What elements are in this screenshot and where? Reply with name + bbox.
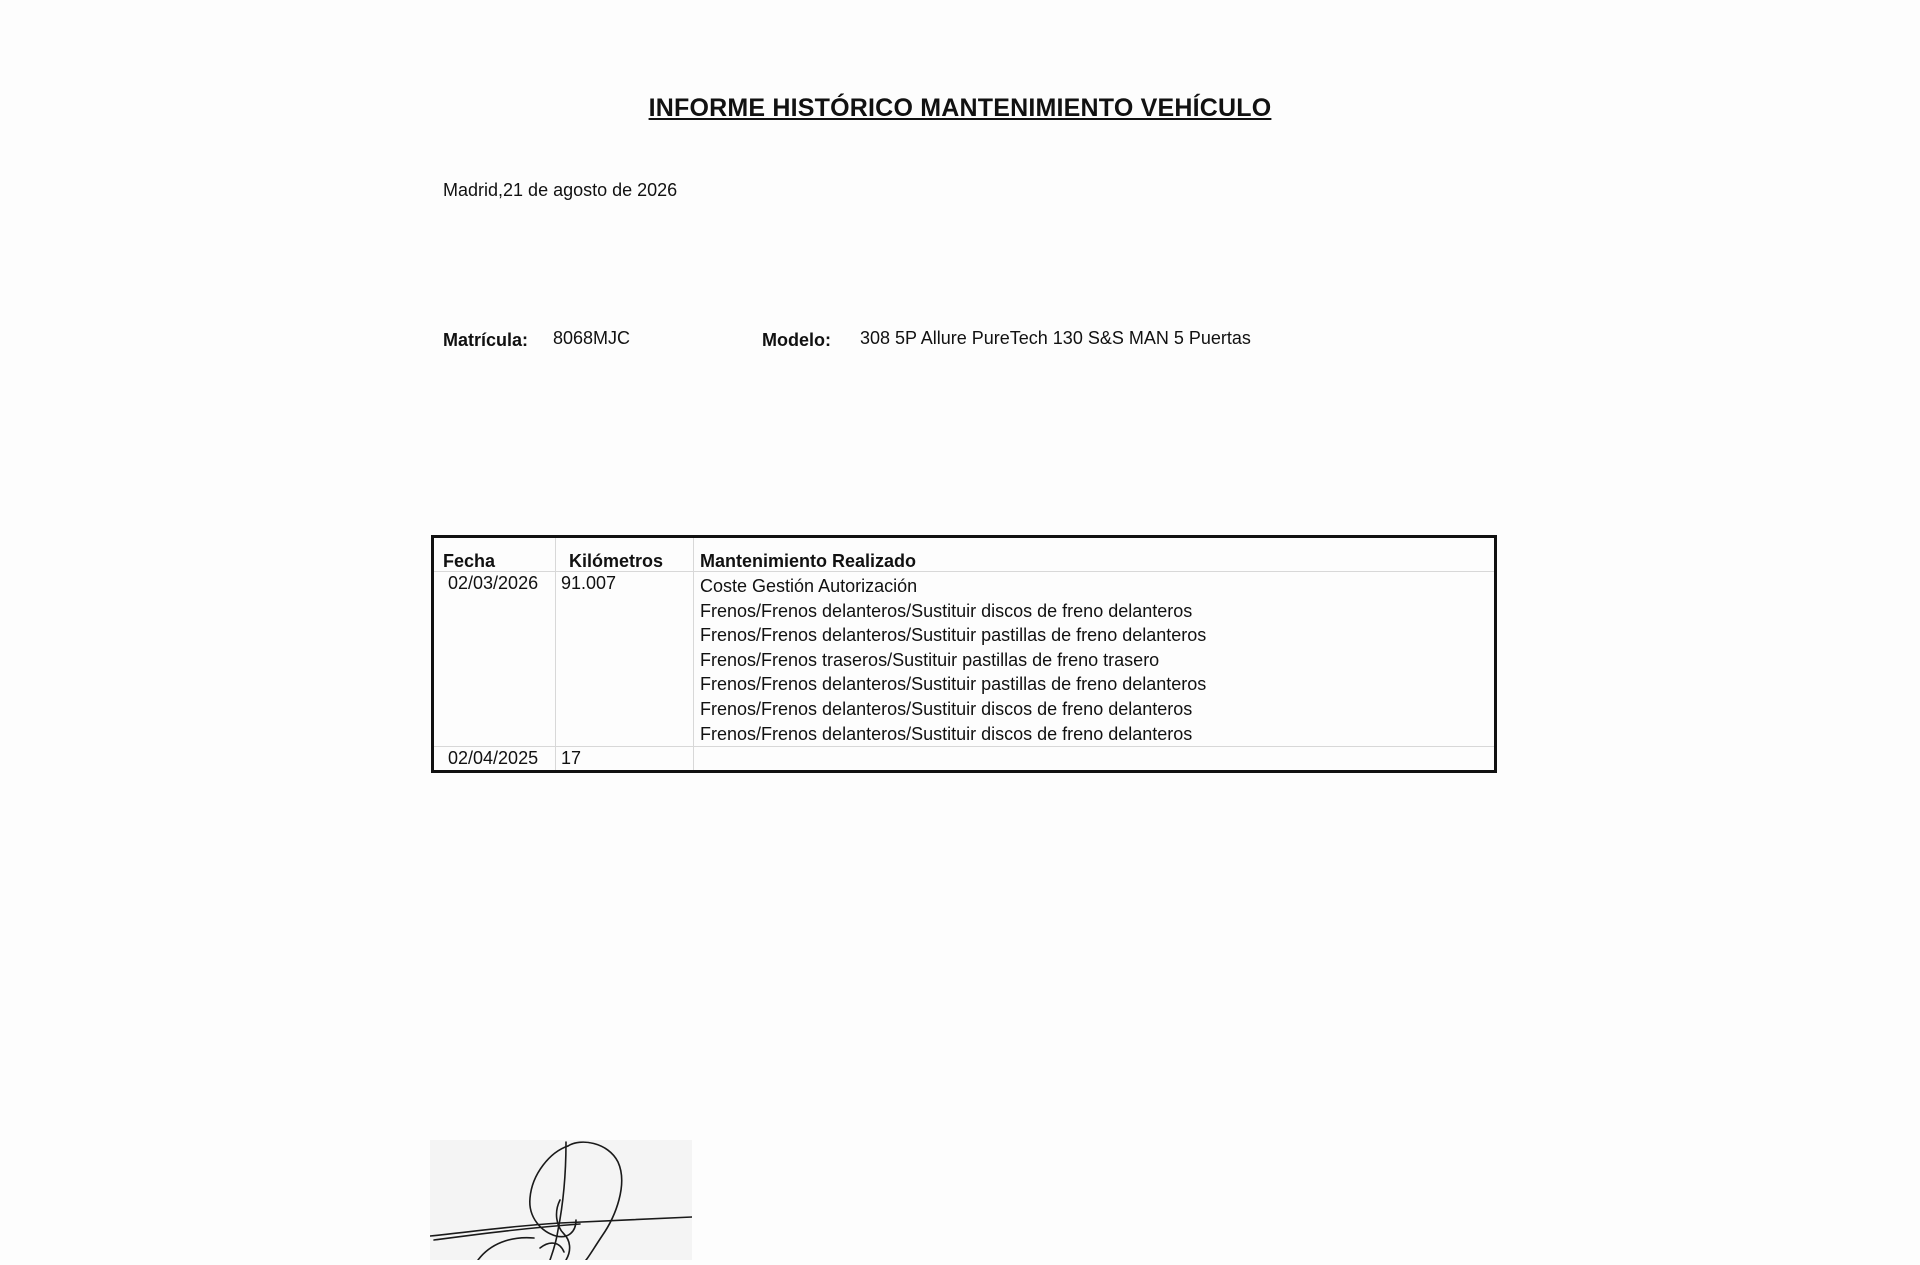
modelo-value: 308 5P Allure PureTech 130 S&S MAN 5 Puertas	[860, 328, 1251, 348]
maintenance-item: Frenos/Frenos traseros/Sustituir pastillas de freno trasero	[700, 649, 1160, 670]
maintenance-item: Frenos/Frenos delanteros/Sustituir pastillas de freno delanteros	[700, 674, 1207, 695]
row-1-kilometros: 91.007	[561, 573, 617, 593]
report-title: INFORME HISTÓRICO MANTENIMIENTO VEHÍCULO	[648, 94, 1272, 122]
maintenance-item: Frenos/Frenos delanteros/Sustituir discos de freno delanteros	[700, 698, 1193, 719]
place-and-date	[443, 180, 677, 201]
handwritten-signature	[430, 1140, 692, 1260]
header-fecha: Fecha	[443, 551, 496, 571]
maintenance-item: Frenos/Frenos delanteros/Sustituir discos de freno delanteros	[700, 600, 1193, 621]
signature-drawing	[430, 1140, 692, 1260]
matricula-label: Matrícula:	[443, 330, 529, 350]
header-kilometros: Kilómetros	[569, 551, 664, 571]
row-2-kilometros: 17	[561, 748, 582, 768]
row-2-fecha: 02/04/2025	[448, 748, 539, 768]
place: Madrid,	[443, 180, 504, 200]
row-1-fecha: 02/03/2026	[448, 573, 539, 593]
row-1-mantenimiento-list	[700, 574, 1206, 746]
header-mantenimiento: Mantenimiento Realizado	[700, 551, 917, 571]
maintenance-item: Coste Gestión Autorización	[700, 576, 918, 596]
maintenance-item: Frenos/Frenos delanteros/Sustituir pastillas de freno delanteros	[700, 625, 1207, 646]
report-date: 21 de agosto de 2026	[503, 180, 678, 200]
column-divider	[693, 538, 694, 770]
column-divider	[555, 538, 556, 770]
matricula-value: 8068MJC	[553, 328, 631, 348]
modelo-label: Modelo:	[762, 330, 831, 350]
maintenance-table	[431, 535, 1497, 773]
maintenance-item: Frenos/Frenos delanteros/Sustituir discos de freno delanteros	[700, 723, 1193, 744]
